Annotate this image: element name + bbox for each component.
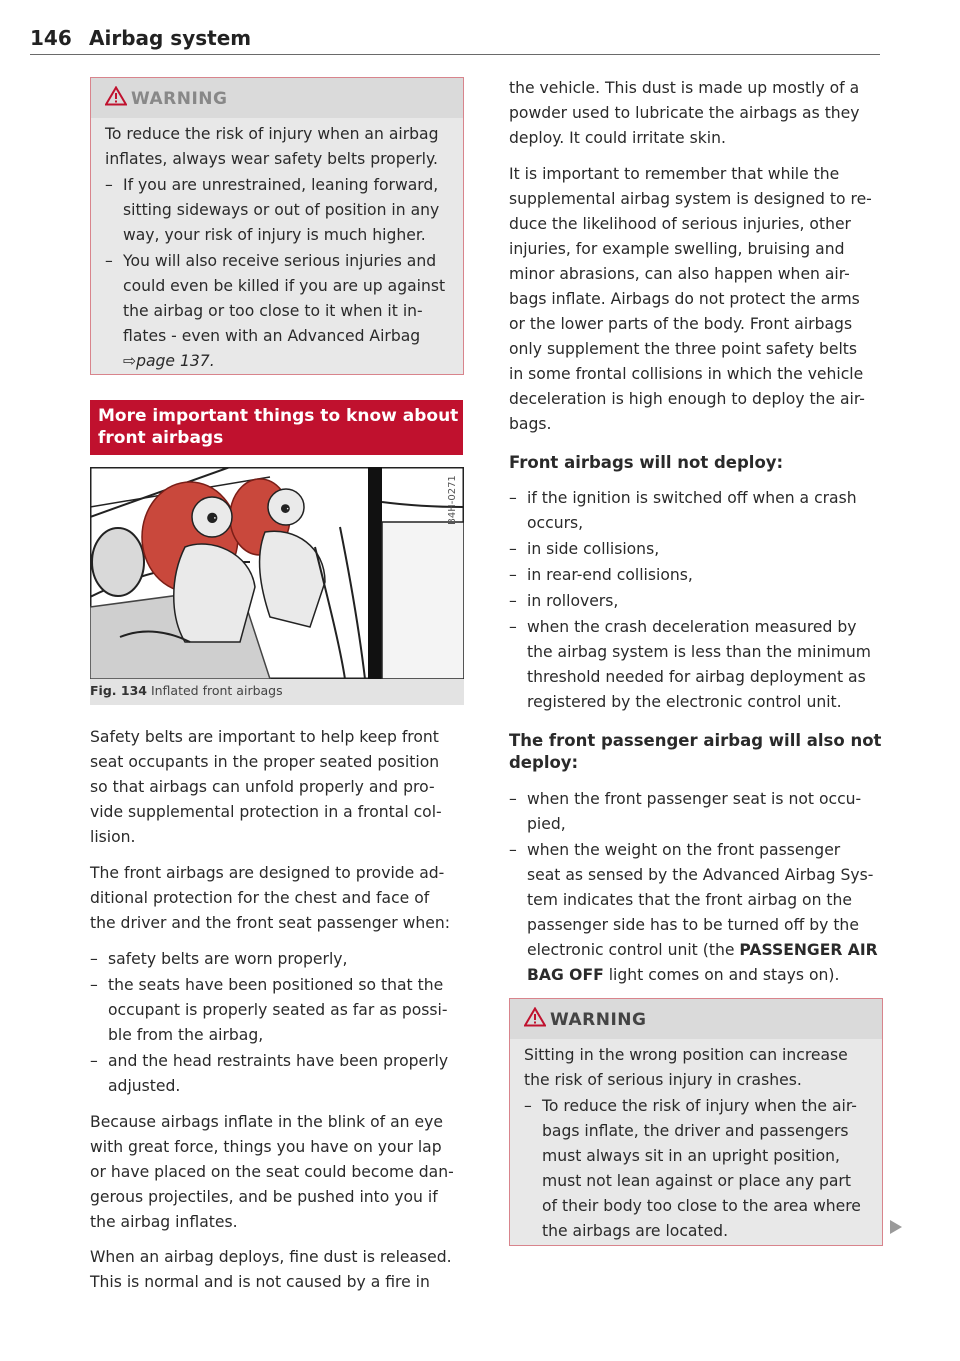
- list-item-text: must always sit in an upright position,: [542, 1147, 840, 1165]
- list-item-text: the airbags are located.: [542, 1222, 729, 1240]
- list-item-text: the seats have been positioned so that the: [108, 976, 444, 994]
- list-item-text: tem indicates that the front airbag on the: [527, 891, 853, 909]
- list-item: – when the crash deceleration measured by the airbag system is less than the minimum threshold needed for airbag deployment as registered by the electronic control unit.: [509, 615, 881, 715]
- text-line: the airbag inflates.: [90, 1213, 238, 1231]
- list-item-text: bags inflate, the driver and passengers: [542, 1122, 849, 1140]
- paragraph: [90, 1245, 462, 1295]
- heading-line: front airbags: [98, 428, 224, 448]
- list-item-text: and the head restraints have been properly: [108, 1052, 449, 1070]
- figure-code: B4H-0271: [447, 475, 458, 525]
- text-line: bags.: [509, 415, 552, 433]
- paragraph: [90, 861, 462, 936]
- warning-title: WARNING: [131, 89, 228, 109]
- section-title: Airbag system: [89, 26, 252, 50]
- list-item-text: ble from the airbag,: [108, 1026, 264, 1044]
- list-item: – To reduce the risk of injury when the air- bags inflate, the driver and passengers must always sit in an upright position, must not lean against or place any part of their body too close to the area where the airbags are located.: [524, 1094, 870, 1244]
- list-item: – in rollovers,: [509, 589, 881, 614]
- text-line: ditional protection for the chest and face of: [90, 889, 430, 907]
- text-span: light comes on and stays on).: [603, 966, 840, 984]
- warning-box: [509, 998, 883, 1246]
- list-item-text: in rollovers,: [527, 592, 619, 610]
- inflated-airbags-illustration: [90, 467, 464, 679]
- list-item: – safety belts are worn properly,: [90, 947, 462, 972]
- list-item: – If you are unrestrained, leaning forward, sitting sideways or out of position in any way, your risk of injury is much higher.: [105, 173, 451, 248]
- heading-line: More important things to know about: [98, 406, 459, 426]
- list-item: – when the front passenger seat is not occu- pied,: [509, 787, 881, 837]
- text-line: injuries, for example swelling, bruising and: [509, 240, 845, 258]
- text-span: electronic control unit (the: [527, 941, 740, 959]
- figure-caption: [90, 683, 283, 698]
- list-item-text: occupant is properly seated as far as possi-: [108, 1001, 448, 1019]
- warning-box: [90, 77, 464, 375]
- text-line: powder used to lubricate the airbags as they: [509, 104, 860, 122]
- warning-text: Sitting in the wrong position can increase: [524, 1046, 848, 1064]
- text-line: or have placed on the seat could become dan-: [90, 1163, 454, 1181]
- text-line: The front airbags are designed to provide ad-: [90, 864, 445, 882]
- list-item: – in side collisions,: [509, 537, 881, 562]
- bullet-list: [509, 486, 881, 715]
- list-item-text: If you are unrestrained, leaning forward,: [123, 176, 439, 194]
- text-line: Safety belts are important to help keep front: [90, 728, 439, 746]
- subheading: Front airbags will not deploy:: [509, 453, 784, 472]
- text-line: duce the likelihood of serious injuries, other: [509, 215, 851, 233]
- text-line: so that airbags can unfold properly and pro-: [90, 778, 435, 796]
- figure-caption-text: Inflated front airbags: [150, 683, 283, 698]
- list-item-text: of their body too close to the area where: [542, 1197, 861, 1215]
- list-item: – in rear-end collisions,: [509, 563, 881, 588]
- list-item-text: To reduce the risk of injury when the air-: [542, 1097, 857, 1115]
- list-item: – You will also receive serious injuries and could even be killed if you are up against the airbag or too close to it when it in- flates - even with an Advanced Airbag ⇨page 137.: [105, 249, 451, 374]
- list-item-text: if the ignition is switched off when a crash: [527, 489, 857, 507]
- svg-text:⚈: ⚈: [280, 502, 291, 516]
- list-item-text: in side collisions,: [527, 540, 660, 558]
- text-line: the vehicle. This dust is made up mostly of a: [509, 79, 860, 97]
- text-line: bags inflate. Airbags do not protect the arms: [509, 290, 860, 308]
- text-line: minor abrasions, can also happen when air-: [509, 265, 850, 283]
- list-item-text: [527, 963, 881, 988]
- list-item-text: pied,: [527, 815, 566, 833]
- warning-body: [524, 1043, 870, 1244]
- list-item: – if the ignition is switched off when a crash occurs,: [509, 486, 881, 536]
- list-item: – when the weight on the front passenger seat as sensed by the Advanced Airbag Sys- tem indicates that the front airbag on the passenger side has to be turned off by the electronic control unit (the PASSENGER AIR BAG OFF light comes on and stays on).: [509, 838, 881, 988]
- page-header: [30, 22, 880, 55]
- warning-body: [105, 122, 451, 374]
- list-item-text: passenger side has to be turned off by the: [527, 916, 859, 934]
- continue-arrow-icon: [890, 1220, 902, 1234]
- text-line: vide supplemental protection in a frontal col-: [90, 803, 442, 821]
- text-line: seat occupants in the proper seated position: [90, 753, 440, 771]
- text-line: lision.: [90, 828, 136, 846]
- paragraph: [509, 162, 881, 437]
- list-item-text: registered by the electronic control unit.: [527, 693, 842, 711]
- list-item-text: You will also receive serious injuries and: [123, 252, 437, 270]
- text-line: Because airbags inflate in the blink of an eye: [90, 1113, 443, 1131]
- paragraph: [509, 76, 881, 151]
- list-item-text: threshold needed for airbag deployment as: [527, 668, 866, 686]
- text-line: only supplement the three point safety belts: [509, 340, 858, 358]
- text-line: gerous projectiles, and be pushed into you if: [90, 1188, 438, 1206]
- text-line: in some frontal collisions in which the vehicle: [509, 365, 864, 383]
- list-item-text: occurs,: [527, 514, 584, 532]
- warning-title: WARNING: [550, 1010, 647, 1030]
- list-item-text: must not lean against or place any part: [542, 1172, 851, 1190]
- indicator-name: PASSENGER AIR: [739, 941, 878, 959]
- list-item-text: when the weight on the front passenger: [527, 841, 841, 859]
- text-line: the driver and the front seat passenger when:: [90, 914, 451, 932]
- text-line: with great force, things you have on your lap: [90, 1138, 442, 1156]
- text-line: This is normal and is not caused by a fire in: [90, 1273, 430, 1291]
- list-item-text: could even be killed if you are up against: [123, 277, 446, 295]
- figure-label: Fig. 134: [90, 683, 147, 698]
- list-item-text: flates - even with an Advanced Airbag: [123, 327, 421, 345]
- figure: [90, 467, 464, 705]
- list-item-text: adjusted.: [108, 1077, 181, 1095]
- subheading: [509, 730, 881, 774]
- text-line: When an airbag deploys, fine dust is released.: [90, 1248, 452, 1266]
- list-item-text: way, your risk of injury is much higher.: [123, 226, 426, 244]
- text-line: deceleration is high enough to deploy the air-: [509, 390, 865, 408]
- text-line: supplemental airbag system is designed to re-: [509, 190, 872, 208]
- list-item-text: the airbag system is less than the minimum: [527, 643, 871, 661]
- warning-header: [510, 999, 882, 1039]
- subheading-line: deploy:: [509, 753, 579, 772]
- list-item: – the seats have been positioned so that the occupant is properly seated as far as possi- ble from the airbag,: [90, 973, 462, 1048]
- warning-text: inflates, always wear safety belts properly.: [105, 150, 438, 168]
- list-item-text: when the front passenger seat is not occu-: [527, 790, 862, 808]
- svg-text:⚈: ⚈: [206, 511, 219, 527]
- warning-triangle-icon: [105, 86, 127, 106]
- warning-header: [91, 78, 463, 118]
- list-item-text: the airbag or too close to it when it in-: [123, 302, 423, 320]
- warning-text: To reduce the risk of injury when an airbag: [105, 125, 439, 143]
- list-item-text: when the crash deceleration measured by: [527, 618, 857, 636]
- paragraph: [90, 1110, 462, 1235]
- list-item-text: sitting sideways or out of position in any: [123, 201, 440, 219]
- list-item-text: in rear-end collisions,: [527, 566, 693, 584]
- bullet-list: [90, 947, 462, 1099]
- text-line: deploy. It could irritate skin.: [509, 129, 726, 147]
- text-line: or the lower parts of the body. Front airbags: [509, 315, 853, 333]
- warning-triangle-icon: [524, 1007, 546, 1027]
- subheading-line: The front passenger airbag will also not: [509, 731, 882, 750]
- section-heading: [90, 400, 463, 455]
- list-item-text: safety belts are worn properly,: [108, 950, 348, 968]
- list-item-text: seat as sensed by the Advanced Airbag Sys-: [527, 866, 874, 884]
- page-reference-link[interactable]: ⇨page 137.: [123, 352, 215, 370]
- list-item: – and the head restraints have been properly adjusted.: [90, 1049, 462, 1099]
- indicator-name: BAG OFF: [527, 966, 604, 984]
- page-number: 146: [30, 26, 72, 50]
- bullet-list: [509, 787, 881, 988]
- warning-text: the risk of serious injury in crashes.: [524, 1071, 802, 1089]
- paragraph: [90, 725, 462, 850]
- list-item-text: [527, 938, 881, 963]
- text-line: It is important to remember that while the: [509, 165, 840, 183]
